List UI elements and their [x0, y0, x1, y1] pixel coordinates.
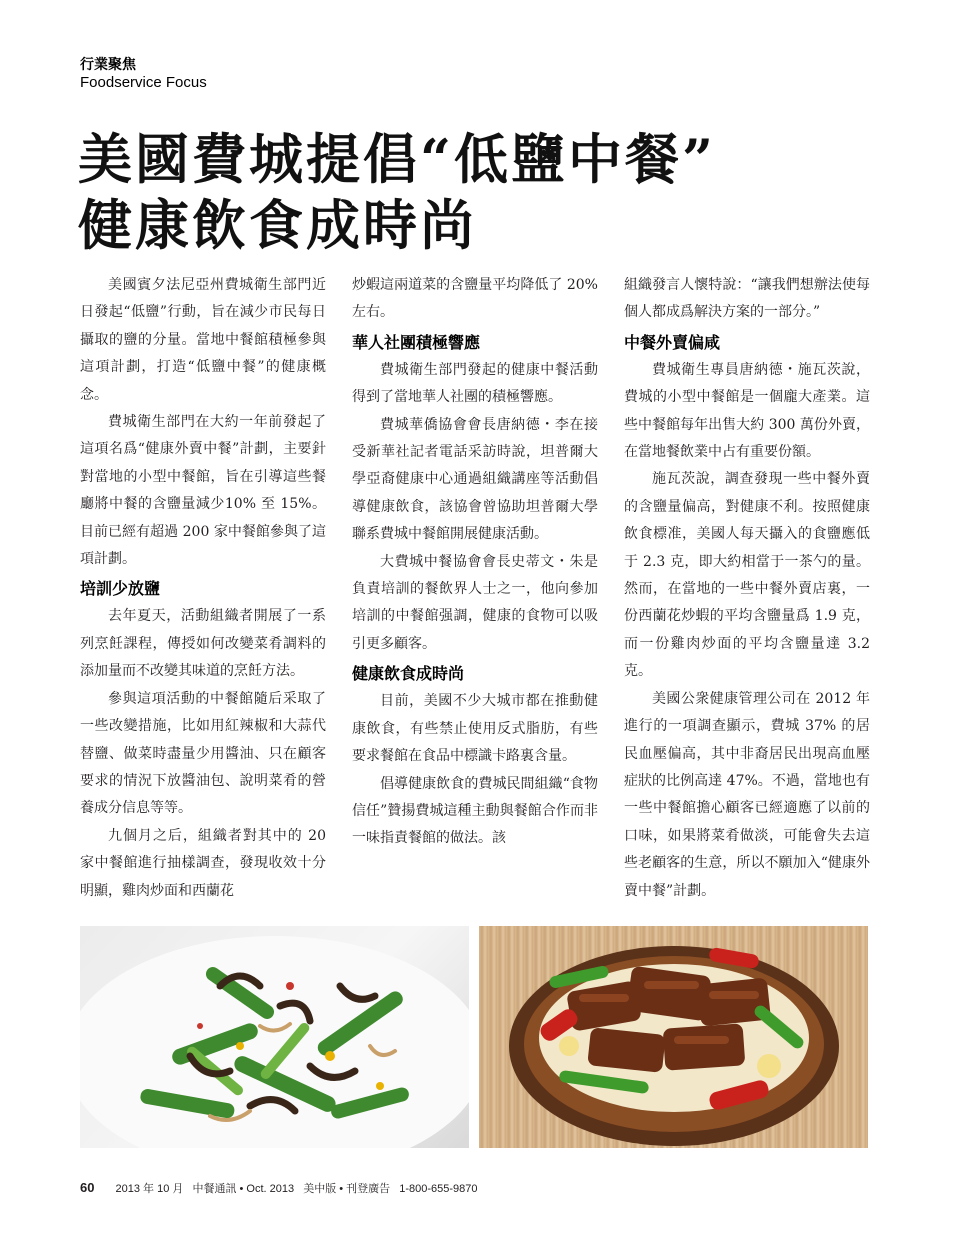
paragraph: 炒蝦這兩道菜的含鹽量平均降低了 20% 左右。	[352, 277, 598, 321]
headline-line-1: 美國費城提倡“低鹽中餐”	[78, 127, 717, 191]
subheading: 健康飲食成時尚	[352, 664, 465, 684]
braised-duck-photo	[479, 926, 868, 1148]
paragraph: 施瓦茨說，調查發現一些中餐外賣的含鹽量偏高，對健康不利。按照健康飲食標准，美國人每天攝入的食鹽應低于 2.3 克，即大約相當于一茶勺的量。然而，在當地的一些中餐外賣店裏，一份西蘭花炒蝦的平均含鹽量爲 1.9 克，而一份雞肉炒面的平均含鹽量達 3.2 克。	[624, 471, 870, 680]
headline-line-2: 健康飲食成時尚	[78, 193, 477, 257]
stir-fry-photo	[80, 926, 469, 1148]
subheading: 華人社團積極響應	[352, 332, 481, 352]
paragraph: 九個月之后，組織者對其中的 20 家中餐館進行抽樣調查，發現收效十分明顯，雞肉炒面和西蘭花	[80, 827, 326, 899]
article-headline	[78, 126, 898, 258]
paragraph: 費城衛生部門發起的健康中餐活動得到了當地華人社團的積極響應。	[352, 361, 598, 406]
paragraph: 費城衛生部門在大約一年前發起了這項名爲“健康外賣中餐”計劃，主要針對當地的小型中餐館，旨在引導這些餐廳將中餐的含鹽量減少10% 至 15%。目前已經有超過 200 家中餐館參與了這項計劃。	[80, 414, 326, 568]
issue-date: 2013 年 10 月	[115, 1183, 184, 1195]
paragraph: 倡導健康飲食的費城民間組織“食物信任”贊揚費城這種主動與餐館合作而非一味指責餐館的做法。該	[352, 775, 598, 847]
column-1	[80, 272, 326, 917]
section-label-en: Foodservice Focus	[80, 74, 207, 91]
paragraph: 目前，美國不少大城市都在推動健康飲食，有些禁止使用反式脂肪，有些要求餐館在食品中標識卡路裏含量。	[352, 693, 598, 765]
edition-label: 美中版 • 刊登廣告	[303, 1183, 391, 1195]
paragraph: 大費城中餐協會會長史蒂文・朱是負責培訓的餐飲界人士之一，他向參加培訓的中餐館强調，健康的食物可以吸引更多顧客。	[352, 553, 598, 652]
paragraph: 美國公衆健康管理公司在 2012 年進行的一項調查顯示，費城 37% 的居民血壓偏高，其中非裔居民出現高血壓症狀的比例高達 47%。不過，當地也有一些中餐館擔心顧客已經適應了以前的口味，如果將菜肴做淡，可能會失去這些老顧客的生意，所以不願加入“健康外賣中餐”計劃。	[624, 690, 870, 899]
section-label-zh: 行業聚焦	[80, 57, 136, 73]
column-3	[624, 272, 870, 917]
column-2	[352, 272, 598, 917]
page-footer	[80, 1180, 478, 1196]
paragraph: 費城衛生專員唐納德・施瓦茨說，費城的小型中餐館是一個龐大產業。這些中餐館每年出售大約 300 萬份外賣，在當地餐飲業中占有重要份額。	[624, 361, 870, 461]
paragraph: 費城華僑協會會長唐納德・李在接受新華社記者電話采訪時說，坦普爾大學亞裔健康中心通過組織講座等活動倡導健康飲食，該協會曾協助坦普爾大學聯系費城中餐館開展健康活動。	[352, 416, 598, 543]
paragraph: 美國賓夕法尼亞州費城衛生部門近日發起“低鹽”行動，旨在減少市民每日攝取的鹽的分量。當地中餐館積極參與這項計劃，打造“低鹽中餐”的健康概念。	[80, 277, 326, 403]
subheading: 中餐外賣偏咸	[624, 332, 721, 352]
paragraph: 參與這項活動的中餐館隨后采取了一些改變措施，比如用紅辣椒和大蒜代替鹽、做菜時盡量少用醬油、只在顧客要求的情況下放醬油包、說明菜肴的營養成分信息等等。	[80, 690, 326, 817]
article-body	[80, 272, 870, 917]
phone-number: 1-800-655-9870	[399, 1183, 478, 1195]
paragraph: 去年夏天，活動組織者開展了一系列烹飪課程，傳授如何改變菜肴調料的添加量而不改變其味道的烹飪方法。	[80, 608, 326, 680]
page-number: 60	[80, 1180, 95, 1195]
subheading: 培訓少放鹽	[80, 579, 161, 599]
paragraph: 組織發言人懷特說：“讓我們想辦法使每個人都成爲解決方案的一部分。”	[624, 277, 870, 321]
magazine-name: 中餐通訊 • Oct. 2013	[192, 1183, 295, 1195]
